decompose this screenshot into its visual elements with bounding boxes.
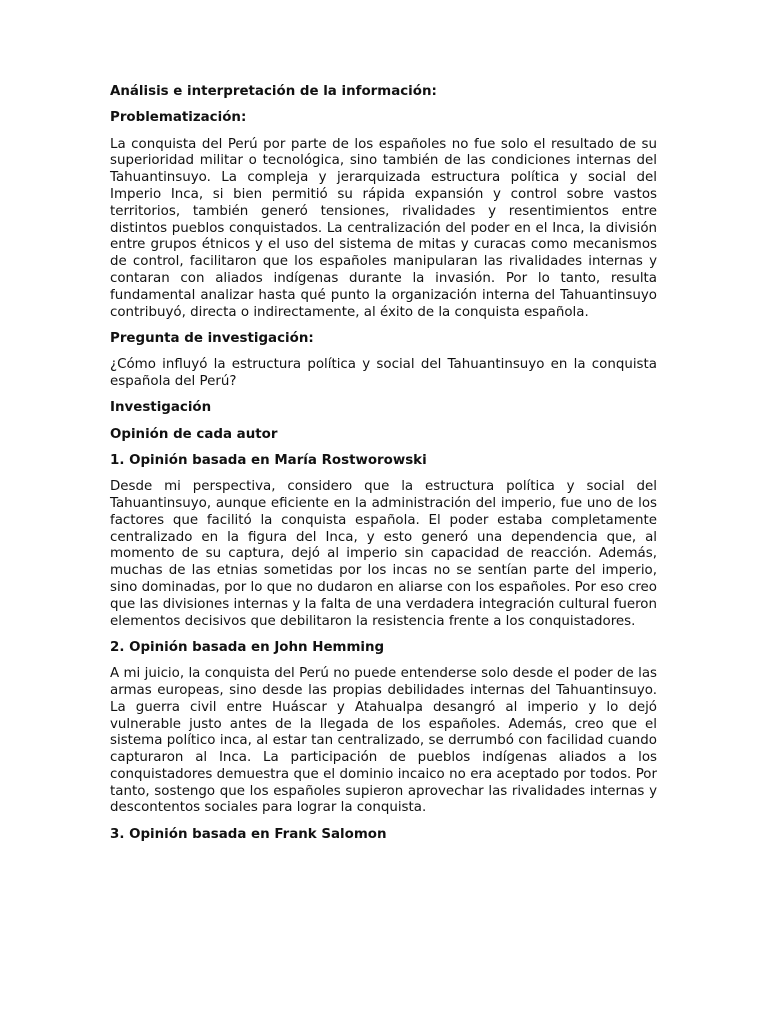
investigation-heading: Investigación [110,400,212,416]
opinion-2-paragraph: A mi juicio, la conquista del Perú no puede entenderse solo desde el poder de las armas europeas, sino desde las propias debilidades internas del Tahuantinsuyo. La guerra civil entre Huáscar y Atahualpa desangró al imperio y lo dejó vulnerable justo antes de la llegada de los españoles. Además, creo que el sistema político inca, al estar tan centralizado, se derrumbó con facilidad cuando capturaron al Inca. La participación de pueblos indígenas aliados a los conquistadores demuestra que el dominio incaico no era aceptado por todos. Por tanto, sostengo que los españoles supieron aprovechar las rivalidades internas y descontentos sociales para lograr la conquista. [110,666,657,816]
opinion-3-heading: 3. Opinión basada en Frank Salomon [110,826,387,842]
opinion-2-heading: 2. Opinión basada en John Hemming [110,639,385,655]
document-title: Análisis e interpretación de la información: [110,84,437,99]
problem-heading: Problematización: [110,110,247,126]
question-heading: Pregunta de investigación: [110,330,314,346]
problem-paragraph: La conquista del Perú por parte de los españoles no fue solo el resultado de su superioridad militar o tecnológica, sino también de las condiciones internas del Tahuantinsuyo. La compleja y jerarquizada estructura política y social del Imperio Inca, si bien permitió su rápida expansión y control sobre vastos territorios, también generó tensiones, rivalidades y resentimientos entre distintos pueblos conquistados. La centralización del poder en el Inca, la división entre grupos étnicos y el uso del sistema de mitas y curacas como mecanismos de control, facilitaron que los españoles manipularan las rivalidades internas y contaran con aliados indígenas durante la invasión. Por lo tanto, resulta fundamental analizar hasta qué punto la organización interna del Tahuantinsuyo contribuyó, directa o indirectamente, al éxito de la conquista española. [110,136,657,320]
opinions-heading: Opinión de cada autor [110,426,278,442]
opinion-1-paragraph: Desde mi perspectiva, considero que la estructura política y social del Tahuantinsuyo, aunque eficiente en la administración del imperio, fue uno de los factores que facilitó la conquista española. El poder estaba completamente centralizado en la figura del Inca, y esto generó una dependencia que, al momento de su captura, dejó al imperio sin capacidad de reacción. Además, muchas de las etnias sometidas por los incas no se sentían parte del imperio, sino dominadas, por lo que no dudaron en aliarse con los españoles. Por eso creo que las divisiones internas y la falta de una verdadera integración cultural fueron elementos decisivos que debilitaron la resistencia frente a los conquistadores. [110,479,657,629]
document-page [110,84,657,853]
opinion-1-heading: 1. Opinión basada en María Rostworowski [110,452,427,468]
question-paragraph: ¿Cómo influyó la estructura política y social del Tahuantinsuyo en la conquista española del Perú? [110,357,657,389]
